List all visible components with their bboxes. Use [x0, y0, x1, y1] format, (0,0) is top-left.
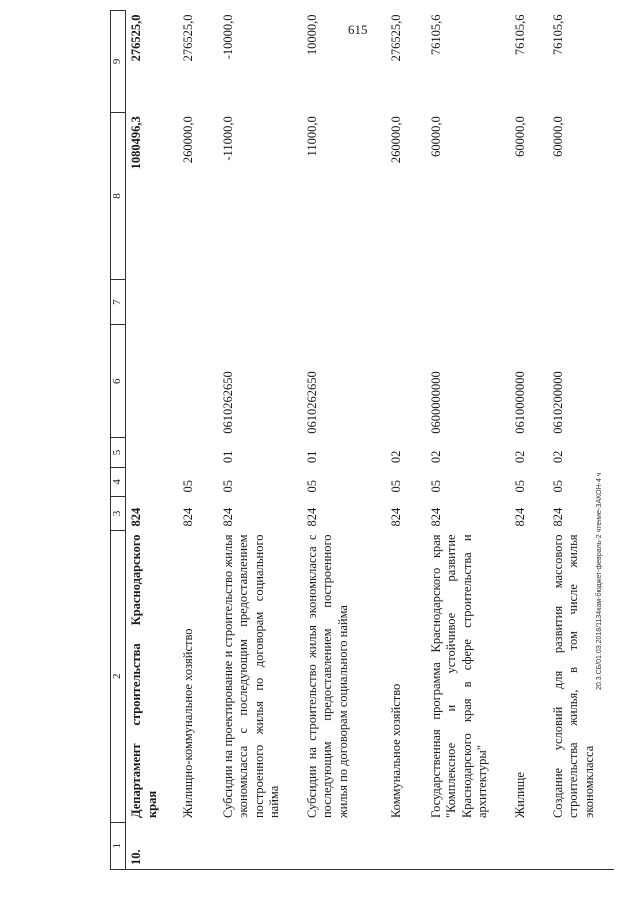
row-number: [548, 822, 614, 869]
expense-type: [426, 280, 510, 325]
section-code: 05: [304, 480, 319, 493]
header-cell: 7: [111, 280, 126, 325]
row-number: [426, 822, 510, 869]
ministry-code: 824: [550, 507, 565, 527]
header-cell: 1: [111, 822, 126, 869]
target-code: 0610200000: [550, 371, 565, 434]
row-name: Субсидии на проектирование и строительство жилья экономкласса с последующим предоставлением построенного жилья по договорам социального найма: [220, 534, 282, 819]
section-code: 05: [180, 480, 195, 493]
subsection-code: 02: [512, 450, 527, 464]
amount-2019: 76105,6: [428, 14, 443, 56]
ministry-code: 824: [220, 507, 235, 527]
expense-type: [386, 280, 426, 325]
amount-2019: 10000,0: [304, 14, 319, 56]
section-code: 05: [388, 480, 403, 493]
expense-type: [302, 280, 386, 325]
table-row: [126, 11, 178, 870]
subsection-code: 02: [428, 450, 443, 464]
amount-2018: 11000,0: [304, 116, 319, 157]
amount-2019: 76105,6: [550, 14, 565, 56]
footer-file-path: 20.3.СБ/01.03.2018/1134кам-бюджет-февраль-2 чтение-ЗАКОН-4 ч: [596, 472, 603, 690]
target-code: 0610000000: [512, 371, 527, 434]
expense-type: [178, 280, 218, 325]
target-code: 0600000000: [428, 371, 443, 434]
budget-table: [110, 10, 614, 870]
row-name: Субсидии на строительство жилья экономкласса с последующим предоставлением построенного жилья по договорам социального найма: [304, 534, 350, 819]
section-code: 05: [220, 480, 235, 493]
amount-2019: -10000,0: [220, 14, 235, 60]
row-number: [302, 822, 386, 869]
ministry-code: 824: [388, 507, 403, 527]
section-code: [126, 467, 178, 496]
header-cell: 3: [111, 497, 126, 531]
table-row: [178, 11, 218, 870]
row-name: Создание условий для развития массового строительства жилья, в том числе жилья экономкласса: [550, 534, 596, 819]
target-code: 0610262650: [304, 371, 319, 434]
row-number: [386, 822, 426, 869]
amount-2019: 276525,0: [129, 14, 143, 62]
subsection-code: 02: [550, 450, 565, 464]
section-code: 05: [550, 480, 565, 493]
row-name: Коммунальное хозяйство: [388, 683, 403, 819]
table-row: [510, 11, 548, 870]
header-cell: 5: [111, 438, 126, 467]
amount-2018: 260000,0: [388, 116, 403, 164]
subsection-code: [178, 438, 218, 467]
amount-2019: 276525,0: [388, 14, 403, 62]
expense-type: [126, 280, 178, 325]
amount-2018: 1080496,3: [129, 116, 143, 170]
table-row: [386, 11, 426, 870]
target-code: [178, 325, 218, 438]
ministry-code: 824: [304, 507, 319, 527]
subsection-code: 01: [220, 450, 235, 464]
ministry-code: 824: [428, 507, 443, 527]
table-row: [426, 11, 510, 870]
row-name: Жилище: [512, 772, 527, 819]
ministry-code: 824: [512, 507, 527, 527]
expense-type: [218, 280, 302, 325]
subsection-code: [126, 438, 178, 467]
subsection-code: 02: [388, 450, 403, 464]
amount-2019: 276525,0: [180, 14, 195, 62]
header-cell: 6: [111, 325, 126, 438]
amount-2019: 76105,6: [512, 14, 527, 56]
amount-2018: -11000,0: [220, 116, 235, 161]
row-name: Государственная программа Краснодарского края "Комплексное и устойчивое развитие Краснодарского края в сфере строительства и архитектуры": [428, 534, 490, 819]
header-cell: 8: [111, 112, 126, 279]
expense-type: [510, 280, 548, 325]
section-code: 05: [512, 480, 527, 493]
target-code: [386, 325, 426, 438]
amount-2018: 60000,0: [550, 116, 565, 157]
header-cell: 4: [111, 467, 126, 496]
table-row: [302, 11, 386, 870]
row-number: 10.: [126, 822, 178, 869]
header-cell: 2: [111, 530, 126, 822]
row-number: [178, 822, 218, 869]
target-code: [126, 325, 178, 438]
expense-type: [548, 280, 614, 325]
amount-2018: 260000,0: [180, 116, 195, 164]
table-row: [548, 11, 614, 870]
header-row: [111, 11, 126, 870]
row-name: Департамент строительства Краснодарского края: [129, 534, 159, 819]
subsection-code: 01: [304, 450, 319, 464]
ministry-code: 824: [180, 507, 195, 527]
page-number: 615: [348, 22, 368, 37]
amount-2018: 60000,0: [512, 116, 527, 157]
header-cell: 9: [111, 11, 126, 113]
ministry-code: 824: [129, 507, 143, 527]
table-row: [218, 11, 302, 870]
budget-table-container: [110, 10, 596, 870]
row-name: Жилищно-коммунальное хозяйство: [180, 628, 195, 819]
row-number: [218, 822, 302, 869]
amount-2018: 60000,0: [428, 116, 443, 157]
row-number: [510, 822, 548, 869]
target-code: 0610262650: [220, 371, 235, 434]
section-code: 05: [428, 480, 443, 493]
